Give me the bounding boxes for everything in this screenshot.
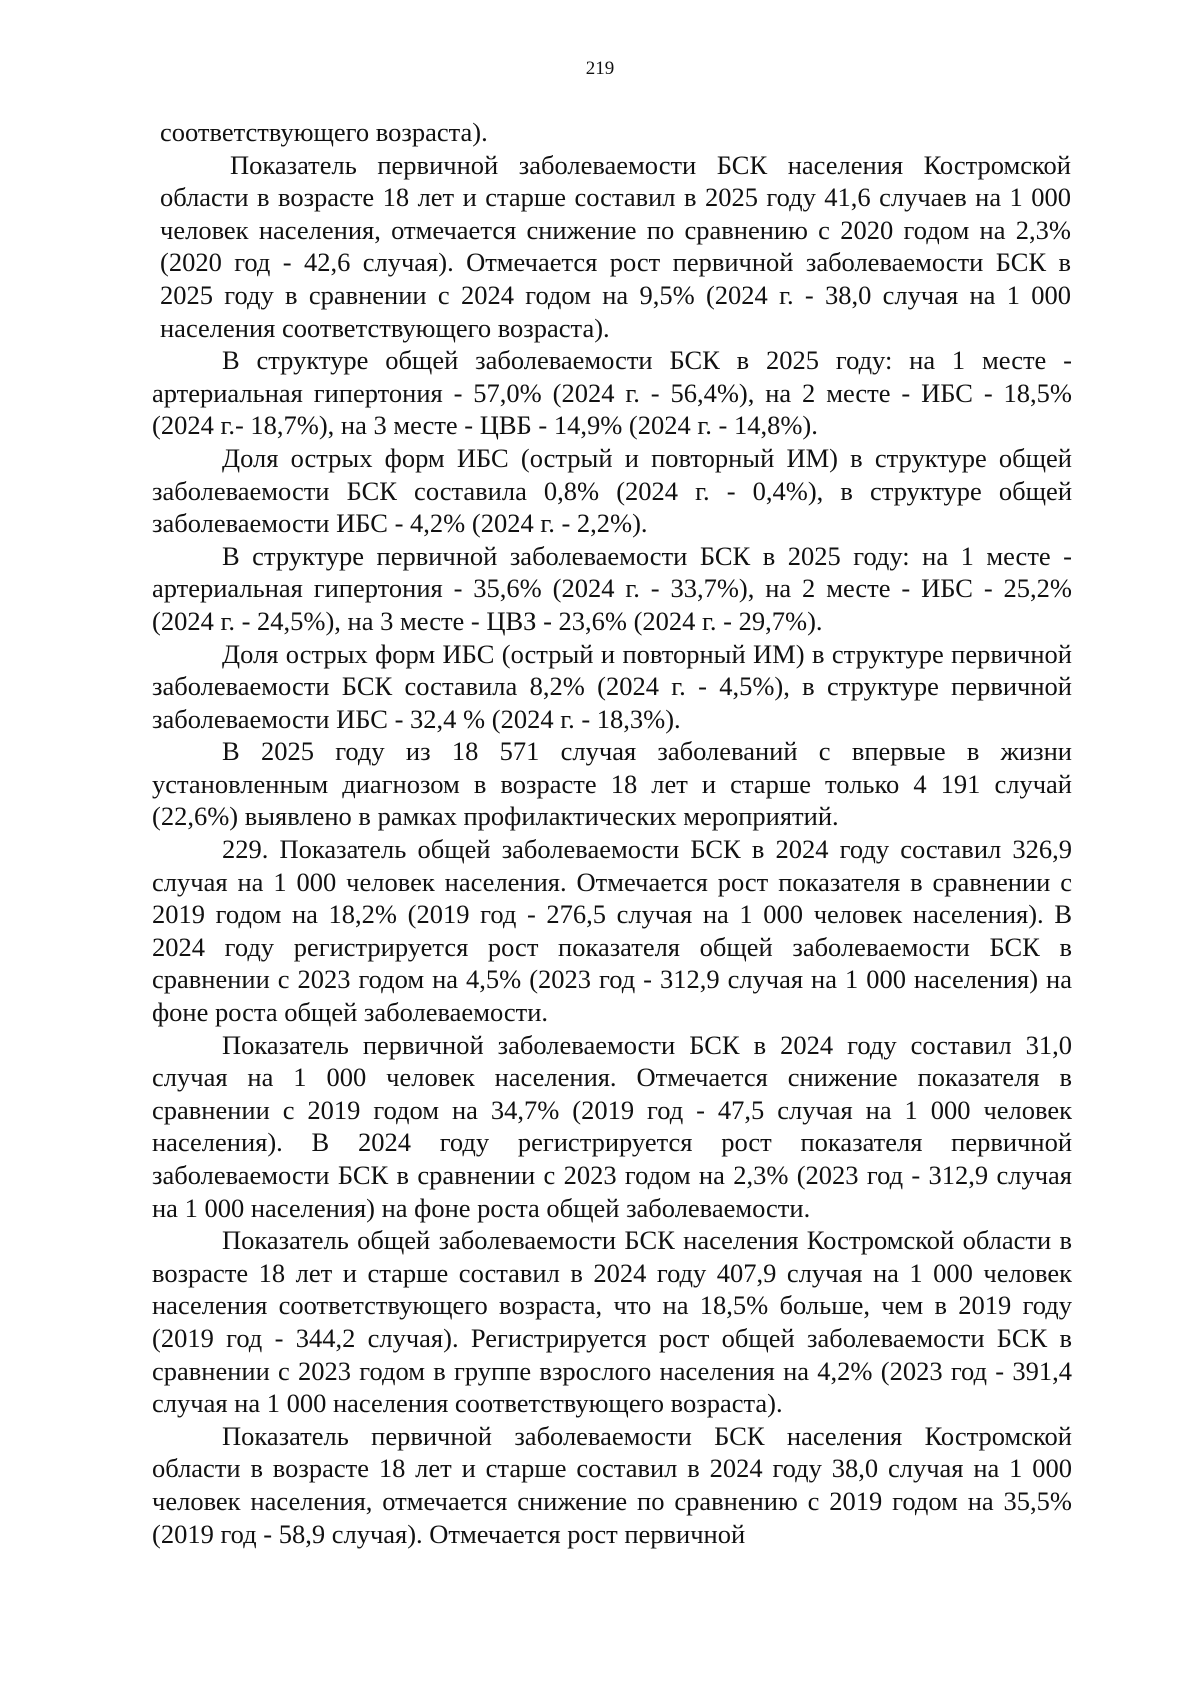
paragraph-adult-general-incidence-2024: Показатель общей заболеваемости БСК населения Костромской области в возрасте 18 лет и старше составил в 2024 году 407,9 случая на 1 000 человек населения соответствующего возраста, что на 18,5% больше, чем в 2019 году (2019 год - 344,2 случая). Регистрируется рост общей заболеваемости БСК в сравнении с 2023 годом в группе взрослого населения на 4,2% (2023 год - 391,4 случая на 1 000 населения соответствующего возраста). — [152, 1225, 1072, 1419]
page-number: 219 — [585, 58, 615, 79]
paragraph-acute-ihd-primary: Доля острых форм ИБС (острый и повторный ИМ) в структуре первичной заболеваемости БСК составила 8,2% (2024 г. - 4,5%), в структуре первичной заболеваемости ИБС - 32,4 % (2024 г. - 18,3%). — [152, 638, 1072, 734]
paragraph-primary-structure-2025: В структуре первичной заболеваемости БСК в 2025 году: на 1 месте - артериальная гипертония - 35,6% (2024 г. - 33,7%), на 2 месте - ИБС - 25,2% (2024 г. - 24,5%), на 3 месте - ЦВЗ - 23,6% (2024 г. - 29,7%). — [152, 540, 1072, 636]
paragraph-primary-incidence-2025: Показатель первичной заболеваемости БСК населения Костромской области в возрасте 18 лет и старше составил в 2025 году 41,6 случаев на 1 000 человек населения, отмечается снижение по сравнению с 2020 годом на 2,3% (2020 год - 42,6 случая). Отмечается рост первичной заболеваемости БСК в 2025 году в сравнении с 2024 годом на 9,5% (2024 г. - 38,0 случая на 1 000 населения соответствующего возраста). — [160, 149, 1071, 343]
paragraph-acute-ihd-general: Доля острых форм ИБС (острый и повторный ИМ) в структуре общей заболеваемости БСК составила 0,8% (2024 г. - 0,4%), в структуре общей заболеваемости ИБС - 4,2% (2024 г. - 2,2%). — [152, 442, 1072, 539]
document-body — [152, 116, 1072, 1550]
paragraph-adult-primary-incidence-2024: Показатель первичной заболеваемости БСК населения Костромской области в возрасте 18 лет и старше составил в 2024 году 38,0 случая на 1 000 человек населения, отмечается снижение по сравнению с 2019 годом на 35,5% (2019 год - 58,9 случая). Отмечается рост первичной — [152, 1420, 1072, 1549]
paragraph-preventive-detection: В 2025 году из 18 571 случая заболеваний с впервые в жизни установленным диагнозом в возрасте 18 лет и старше только 4 191 случай (22,6%) выявлено в рамках профилактических мероприятий. — [152, 736, 1072, 832]
paragraph-primary-incidence-2024: Показатель первичной заболеваемости БСК в 2024 году составил 31,0 случая на 1 000 человек населения. Отмечается снижение показателя в сравнении с 2019 годом на 34,7% (2019 год - 47,5 случая на 1 000 человек населения). В 2024 году регистрируется рост показателя первичной заболеваемости БСК в сравнении с 2023 годом на 2,3% (2023 год - 312,9 случая на 1 000 населения) на фоне роста общей заболеваемости. — [152, 1029, 1072, 1223]
paragraph-continuation: соответствующего возраста). — [160, 117, 488, 147]
paragraph-general-structure-2025: В структуре общей заболеваемости БСК в 2025 году: на 1 месте - артериальная гипертония - 57,0% (2024 г. - 56,4%), на 2 месте - ИБС - 18,5% (2024 г.- 18,7%), на 3 месте - ЦВБ - 14,9% (2024 г. - 14,8%). — [152, 345, 1072, 441]
paragraph-229-general-incidence-2024: 229. Показатель общей заболеваемости БСК в 2024 году составил 326,9 случая на 1 000 человек населения. Отмечается рост показателя в сравнении с 2019 годом на 18,2% (2019 год - 276,5 случая на 1 000 человек населения). В 2024 году регистрируется рост показателя общей заболеваемости БСК в сравнении с 2023 годом на 4,5% (2023 год - 312,9 случая на 1 000 населения) на фоне роста общей заболеваемости. — [152, 834, 1072, 1028]
